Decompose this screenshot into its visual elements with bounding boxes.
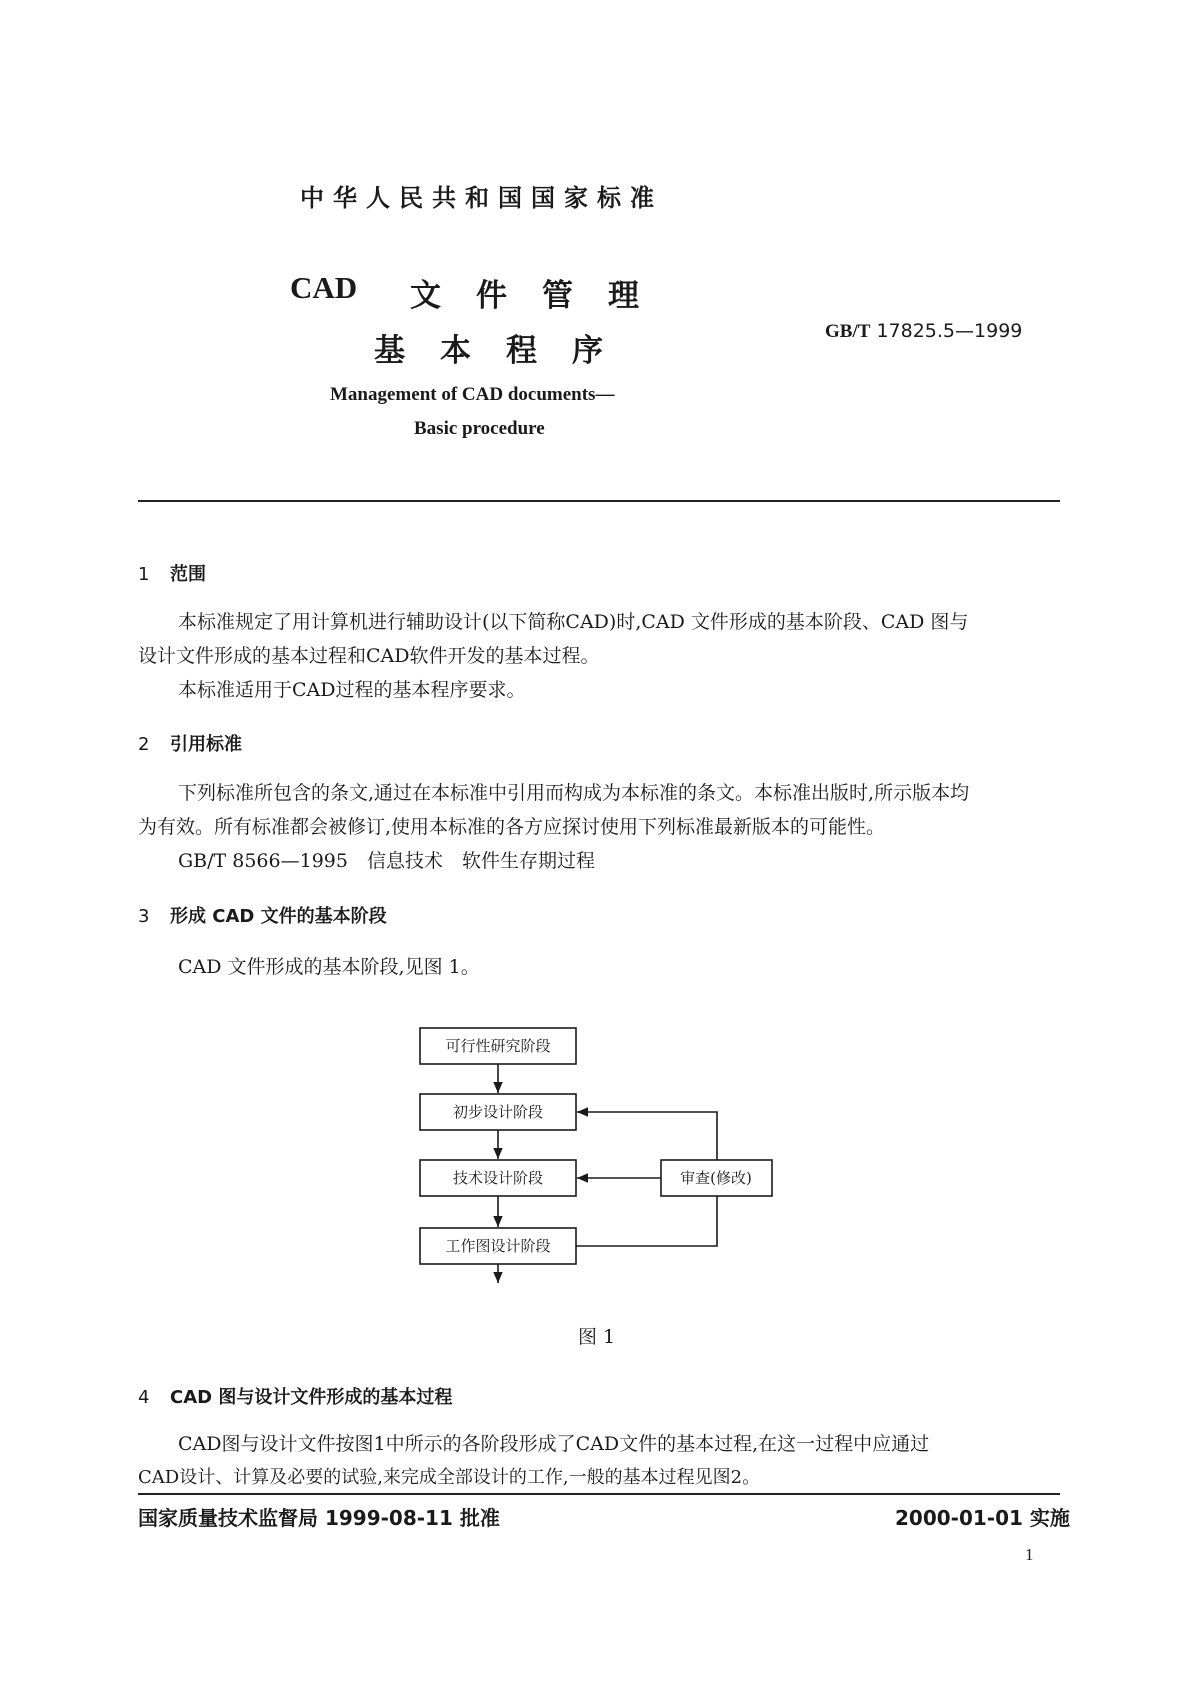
standard-prefix: GB/T [825, 321, 871, 342]
standard-category-heading: 中华人民共和国国家标准 [300, 184, 663, 212]
footer-divider [138, 1493, 1060, 1495]
title-main-line2: 基本程序 [374, 333, 638, 369]
section-3-heading [138, 902, 387, 928]
standard-number [825, 320, 1022, 343]
section-1-para-1-line-2: 设计文件形成的基本过程和CAD软件开发的基本过程。 [138, 645, 600, 667]
standard-code: 17825.5—1999 [876, 320, 1023, 342]
section-1-para-1-line-1: 本标准规定了用计算机进行辅助设计(以下简称CAD)时,CAD 文件形成的基本阶段、CAD 图与 [178, 611, 969, 633]
section-title: CAD 图与设计文件形成的基本过程 [170, 1387, 453, 1408]
page-number: 1 [1025, 1545, 1034, 1564]
section-1-para-2: 本标准适用于CAD过程的基本程序要求。 [178, 679, 526, 701]
section-title: 形成 CAD 文件的基本阶段 [170, 906, 387, 927]
flow-box-label: 技术设计阶段 [452, 1169, 544, 1187]
flow-box-label: 可行性研究阶段 [445, 1037, 551, 1055]
section-2-reference: GB/T 8566—1995 信息技术 软件生存期过程 [178, 850, 595, 872]
approval-statement: 国家质量技术监督局 1999-08-11 批准 [138, 1506, 500, 1530]
english-title-line1: Management of CAD documents— [330, 384, 615, 405]
section-4-para-1-line-2: CAD设计、计算及必要的试验,来完成全部设计的工作,一般的基本过程见图2。 [138, 1467, 761, 1488]
section-1-heading [138, 560, 206, 586]
section-title: 范围 [170, 564, 206, 585]
section-2-heading [138, 730, 242, 756]
section-number: 2 [138, 734, 150, 755]
section-3-para-1: CAD 文件形成的基本阶段,见图 1。 [178, 956, 480, 978]
english-title-line2: Basic procedure [414, 418, 545, 439]
section-number: 3 [138, 906, 150, 927]
section-number: 4 [138, 1387, 150, 1408]
section-4-para-1-line-1: CAD图与设计文件按图1中所示的各阶段形成了CAD文件的基本过程,在这一过程中应通过 [178, 1433, 930, 1455]
implementation-date: 2000-01-01 实施 [895, 1506, 1070, 1530]
figure-1-caption: 图 1 [578, 1326, 616, 1348]
section-2-para-1-line-2: 为有效。所有标准都会被修订,使用本标准的各方应探讨使用下列标准最新版本的可能性。 [138, 816, 886, 838]
title-cad: CAD [290, 270, 358, 305]
section-2-para-1-line-1: 下列标准所包含的条文,通过在本标准中引用而构成为本标准的条文。本标准出版时,所示版本均 [178, 782, 970, 804]
section-number: 1 [138, 564, 150, 585]
figure-1-flowchart [380, 1015, 800, 1285]
flow-line-to-review [576, 1196, 717, 1246]
section-4-heading [138, 1383, 452, 1409]
flow-box-label: 工作图设计阶段 [445, 1237, 551, 1255]
section-title: 引用标准 [170, 734, 242, 755]
header-divider [138, 500, 1060, 502]
flow-review-label: 审查(修改) [680, 1169, 752, 1187]
flow-box-label: 初步设计阶段 [452, 1103, 544, 1121]
title-main-line1: 文件管理 [410, 278, 674, 314]
flow-arrow-review-preliminary [577, 1112, 717, 1160]
